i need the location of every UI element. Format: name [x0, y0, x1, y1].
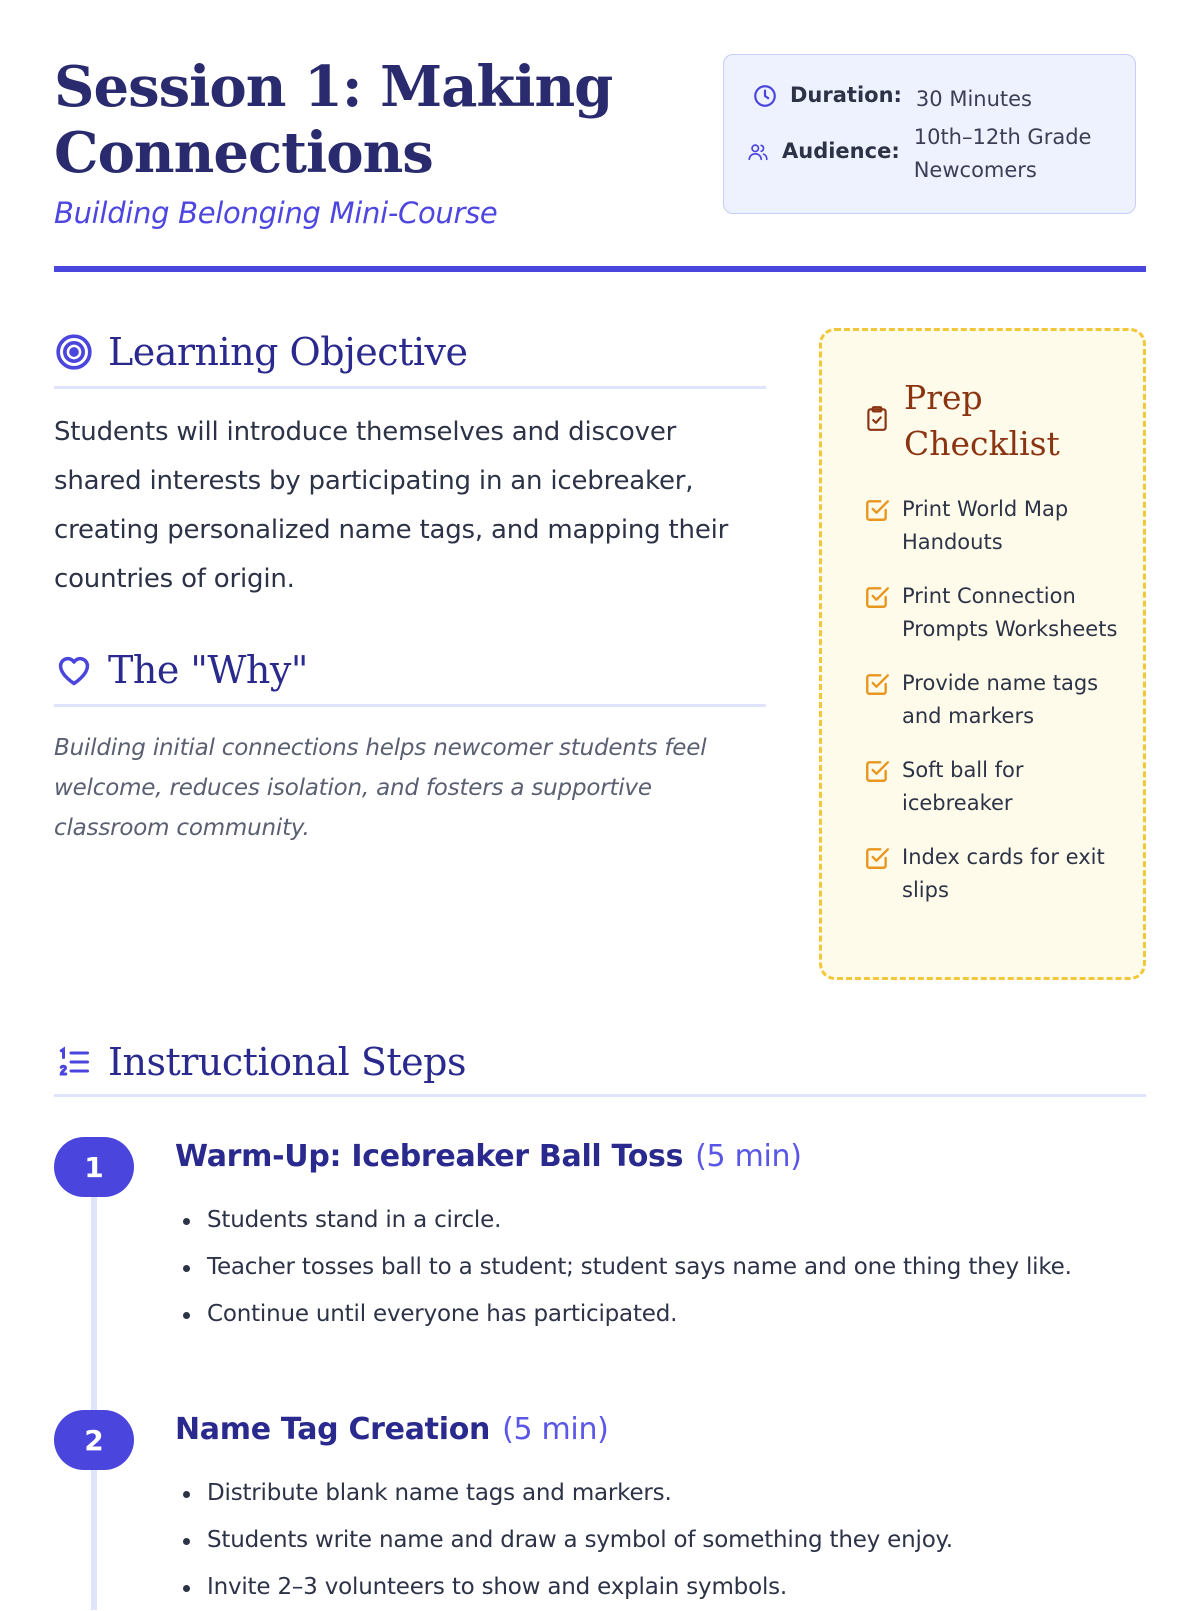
lesson-page	[54, 0, 1146, 1600]
step-bullet-list	[175, 1470, 953, 1611]
step-bullet: Students stand in a circle.	[175, 1197, 1072, 1244]
step-number-badge: 2	[54, 1410, 134, 1470]
page-subtitle: Building Belonging Mini-Course	[54, 196, 498, 230]
step-title-text: Name Tag Creation	[175, 1412, 491, 1447]
checklist-item-label: Provide name tags and markers	[902, 671, 1099, 728]
checklist-item	[864, 754, 1126, 820]
why-text: Building initial connections helps newcomer students feel welcome, reduces isolation, and fosters a supportive classroom community.	[54, 735, 707, 841]
step-bullet-list	[175, 1197, 1072, 1338]
steps-title: Instructional Steps	[108, 1040, 466, 1084]
lesson-header	[54, 0, 1146, 282]
checkbox-checked-icon	[864, 497, 890, 523]
step-number-badge: 1	[54, 1137, 134, 1197]
step-bullet: Distribute blank name tags and markers.	[175, 1470, 953, 1517]
step-connector	[91, 1197, 97, 1431]
numbered-list-icon	[54, 1042, 94, 1082]
checklist-item	[864, 841, 1126, 907]
duration-value: 30 Minutes	[915, 87, 1032, 111]
step-bullet: Teacher tosses ball to a student; student says name and one thing they like.	[175, 1244, 1072, 1291]
checklist-title: Prep Checklist	[904, 378, 1060, 463]
step-bullet: Continue until everyone has participated.	[175, 1291, 1072, 1338]
objective-heading	[54, 330, 467, 374]
checkbox-checked-icon	[864, 671, 890, 697]
step-duration: (5 min)	[502, 1412, 609, 1447]
checklist-items	[864, 493, 1126, 928]
users-icon	[746, 139, 770, 165]
audience-row	[746, 121, 1104, 187]
audience-value: 10th–12th Grade Newcomers	[913, 125, 1092, 182]
step-connector	[91, 1470, 97, 1610]
checkbox-checked-icon	[864, 758, 890, 784]
checklist-item	[864, 580, 1126, 646]
duration-label: Duration:	[790, 83, 902, 107]
objective-divider	[54, 386, 766, 389]
checklist-item-label: Index cards for exit slips	[902, 845, 1105, 902]
checklist-item-label: Print World Map Handouts	[902, 497, 1069, 554]
checklist-heading	[864, 375, 1074, 467]
step-title	[175, 1412, 609, 1447]
clock-icon	[752, 83, 778, 109]
steps-divider	[54, 1094, 1146, 1097]
why-divider	[54, 704, 766, 707]
checklist-item-label: Print Connection Prompts Worksheets	[902, 584, 1118, 641]
prep-checklist	[819, 328, 1146, 980]
objective-title: Learning Objective	[108, 330, 468, 374]
checkbox-checked-icon	[864, 584, 890, 610]
step-bullet: Students write name and draw a symbol of something they enjoy.	[175, 1517, 953, 1564]
step-bullet: Invite 2–3 volunteers to show and explain symbols.	[175, 1564, 953, 1611]
header-divider	[54, 266, 1146, 272]
why-title: The "Why"	[108, 648, 308, 692]
checkbox-checked-icon	[864, 845, 890, 871]
objective-text: Students will introduce themselves and discover shared interests by participating in an icebreaker, creating personalized name tags, and mapping their countries of origin.	[54, 417, 729, 594]
heart-icon	[54, 650, 94, 690]
step-duration: (5 min)	[695, 1139, 802, 1174]
why-heading	[54, 648, 308, 692]
checklist-item	[864, 667, 1126, 733]
step-title-text: Warm-Up: Icebreaker Ball Toss	[175, 1139, 684, 1174]
checklist-item	[864, 493, 1126, 559]
duration-row	[752, 83, 1032, 116]
clipboard-check-icon	[864, 405, 890, 437]
checklist-item-label: Soft ball for icebreaker	[902, 758, 1024, 815]
page-title: Session 1: Making Connections	[54, 54, 613, 186]
target-icon	[54, 332, 94, 372]
step-title	[175, 1139, 802, 1174]
session-info-card	[723, 54, 1136, 214]
steps-heading	[54, 1040, 466, 1084]
audience-label: Audience:	[782, 139, 900, 163]
